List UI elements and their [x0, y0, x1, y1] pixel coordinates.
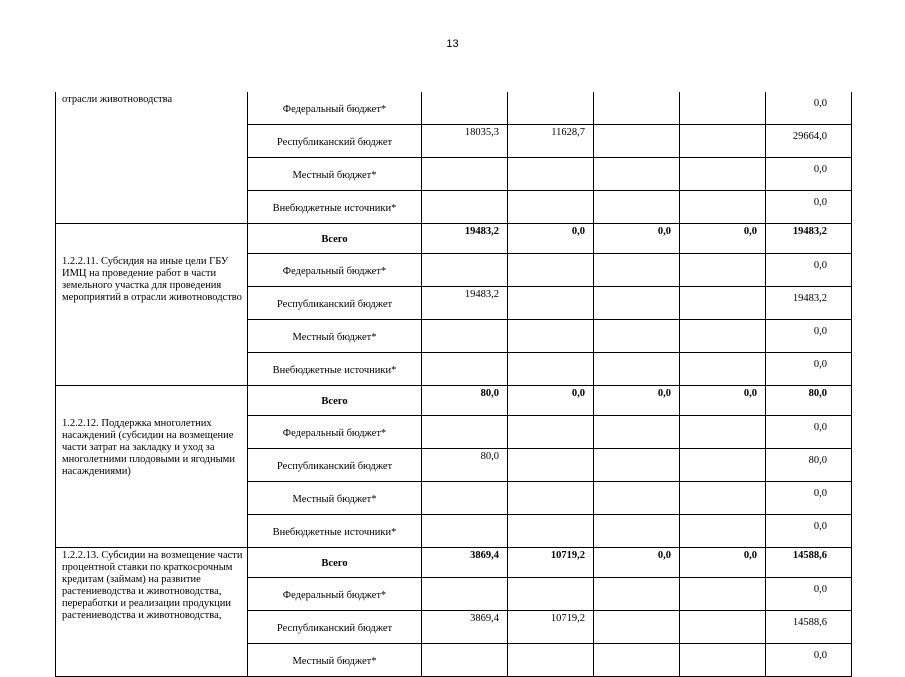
- value-cell: 3869,4: [422, 611, 508, 644]
- value-cell: [508, 191, 594, 224]
- total-cell: 19483,2: [766, 224, 852, 254]
- value-cell: [680, 482, 766, 515]
- value-cell: [422, 158, 508, 191]
- value-cell: [594, 287, 680, 320]
- total-cell: 0,0: [766, 92, 852, 125]
- value-cell: [508, 644, 594, 677]
- funding-source: Республиканский бюджет: [248, 611, 422, 644]
- funding-source: Федеральный бюджет*: [248, 92, 422, 125]
- total-cell: 80,0: [766, 386, 852, 416]
- value-cell: [680, 578, 766, 611]
- total-cell: 19483,2: [766, 287, 852, 320]
- value-cell: [594, 158, 680, 191]
- value-cell: 0,0: [594, 386, 680, 416]
- value-cell: [508, 416, 594, 449]
- funding-source: Республиканский бюджет: [248, 287, 422, 320]
- value-cell: [594, 644, 680, 677]
- total-cell: 14588,6: [766, 548, 852, 578]
- value-cell: [422, 353, 508, 386]
- value-cell: [422, 92, 508, 125]
- value-cell: 3869,4: [422, 548, 508, 578]
- value-cell: [680, 416, 766, 449]
- measure-name: 1.2.2.13. Субсидии на возмещение части процентной ставки по краткосрочным кредитам (займам) на развитие растениеводства и животноводства, переработки и реализации продукции растениеводства и животноводства,: [56, 548, 248, 677]
- value-cell: [680, 254, 766, 287]
- value-cell: [422, 644, 508, 677]
- measure-name: отрасли животноводства: [56, 92, 248, 224]
- value-cell: [422, 416, 508, 449]
- value-cell: 19483,2: [422, 224, 508, 254]
- value-cell: [594, 254, 680, 287]
- value-cell: [594, 515, 680, 548]
- value-cell: [680, 515, 766, 548]
- total-cell: 0,0: [766, 416, 852, 449]
- value-cell: [680, 353, 766, 386]
- funding-source: Внебюджетные источники*: [248, 191, 422, 224]
- funding-source: Республиканский бюджет: [248, 449, 422, 482]
- value-cell: [594, 482, 680, 515]
- total-cell: 80,0: [766, 449, 852, 482]
- funding-source: Федеральный бюджет*: [248, 254, 422, 287]
- value-cell: [594, 416, 680, 449]
- value-cell: [422, 254, 508, 287]
- value-cell: [508, 158, 594, 191]
- measure-name: 1.2.2.11. Субсидия на иные цели ГБУ ИМЦ на проведение работ в части земельного участка для проведения мероприятий в отрасли животноводство: [56, 224, 248, 386]
- funding-source: Всего: [248, 224, 422, 254]
- value-cell: 0,0: [680, 548, 766, 578]
- value-cell: [680, 287, 766, 320]
- value-cell: 80,0: [422, 386, 508, 416]
- value-cell: [508, 515, 594, 548]
- funding-source: Внебюджетные источники*: [248, 353, 422, 386]
- table-row: [56, 92, 852, 125]
- value-cell: 10719,2: [508, 548, 594, 578]
- funding-source: Внебюджетные источники*: [248, 515, 422, 548]
- value-cell: 0,0: [680, 386, 766, 416]
- funding-source: Всего: [248, 386, 422, 416]
- total-cell: 0,0: [766, 482, 852, 515]
- funding-source: Местный бюджет*: [248, 644, 422, 677]
- value-cell: 0,0: [680, 224, 766, 254]
- budget-table-body: [56, 92, 852, 677]
- value-cell: [422, 482, 508, 515]
- value-cell: 19483,2: [422, 287, 508, 320]
- value-cell: 0,0: [594, 224, 680, 254]
- value-cell: 0,0: [594, 548, 680, 578]
- value-cell: [680, 449, 766, 482]
- funding-source: Местный бюджет*: [248, 158, 422, 191]
- value-cell: [680, 158, 766, 191]
- budget-table: [55, 92, 852, 677]
- value-cell: 0,0: [508, 386, 594, 416]
- value-cell: [680, 191, 766, 224]
- value-cell: [680, 92, 766, 125]
- page-number: 13: [446, 38, 459, 50]
- value-cell: [508, 578, 594, 611]
- value-cell: 0,0: [508, 224, 594, 254]
- value-cell: [594, 320, 680, 353]
- value-cell: 80,0: [422, 449, 508, 482]
- value-cell: 11628,7: [508, 125, 594, 158]
- value-cell: [594, 125, 680, 158]
- value-cell: [508, 482, 594, 515]
- value-cell: [594, 191, 680, 224]
- value-cell: [680, 320, 766, 353]
- total-cell: 0,0: [766, 191, 852, 224]
- total-cell: 0,0: [766, 254, 852, 287]
- funding-source: Местный бюджет*: [248, 482, 422, 515]
- value-cell: [680, 611, 766, 644]
- value-cell: [508, 287, 594, 320]
- total-cell: 29664,0: [766, 125, 852, 158]
- table-row: [56, 386, 852, 416]
- value-cell: [508, 353, 594, 386]
- value-cell: [594, 92, 680, 125]
- value-cell: [508, 92, 594, 125]
- funding-source: Федеральный бюджет*: [248, 416, 422, 449]
- total-cell: 0,0: [766, 158, 852, 191]
- measure-name: 1.2.2.12. Поддержка многолетних насаждений (субсидии на возмещение части затрат на закладку и уход за многолетними плодовыми и ягодными насаждениями): [56, 386, 248, 548]
- value-cell: [680, 644, 766, 677]
- value-cell: [422, 515, 508, 548]
- value-cell: 10719,2: [508, 611, 594, 644]
- total-cell: 0,0: [766, 644, 852, 677]
- value-cell: 18035,3: [422, 125, 508, 158]
- total-cell: 0,0: [766, 578, 852, 611]
- funding-source: Местный бюджет*: [248, 320, 422, 353]
- table-row: [56, 548, 852, 578]
- value-cell: [594, 578, 680, 611]
- value-cell: [508, 320, 594, 353]
- value-cell: [422, 191, 508, 224]
- value-cell: [594, 449, 680, 482]
- value-cell: [594, 611, 680, 644]
- value-cell: [422, 320, 508, 353]
- total-cell: 0,0: [766, 515, 852, 548]
- total-cell: 14588,6: [766, 611, 852, 644]
- value-cell: [594, 353, 680, 386]
- total-cell: 0,0: [766, 353, 852, 386]
- funding-source: Федеральный бюджет*: [248, 578, 422, 611]
- value-cell: [508, 449, 594, 482]
- funding-source: Всего: [248, 548, 422, 578]
- total-cell: 0,0: [766, 320, 852, 353]
- value-cell: [680, 125, 766, 158]
- value-cell: [422, 578, 508, 611]
- table-row: [56, 224, 852, 254]
- value-cell: [508, 254, 594, 287]
- funding-source: Республиканский бюджет: [248, 125, 422, 158]
